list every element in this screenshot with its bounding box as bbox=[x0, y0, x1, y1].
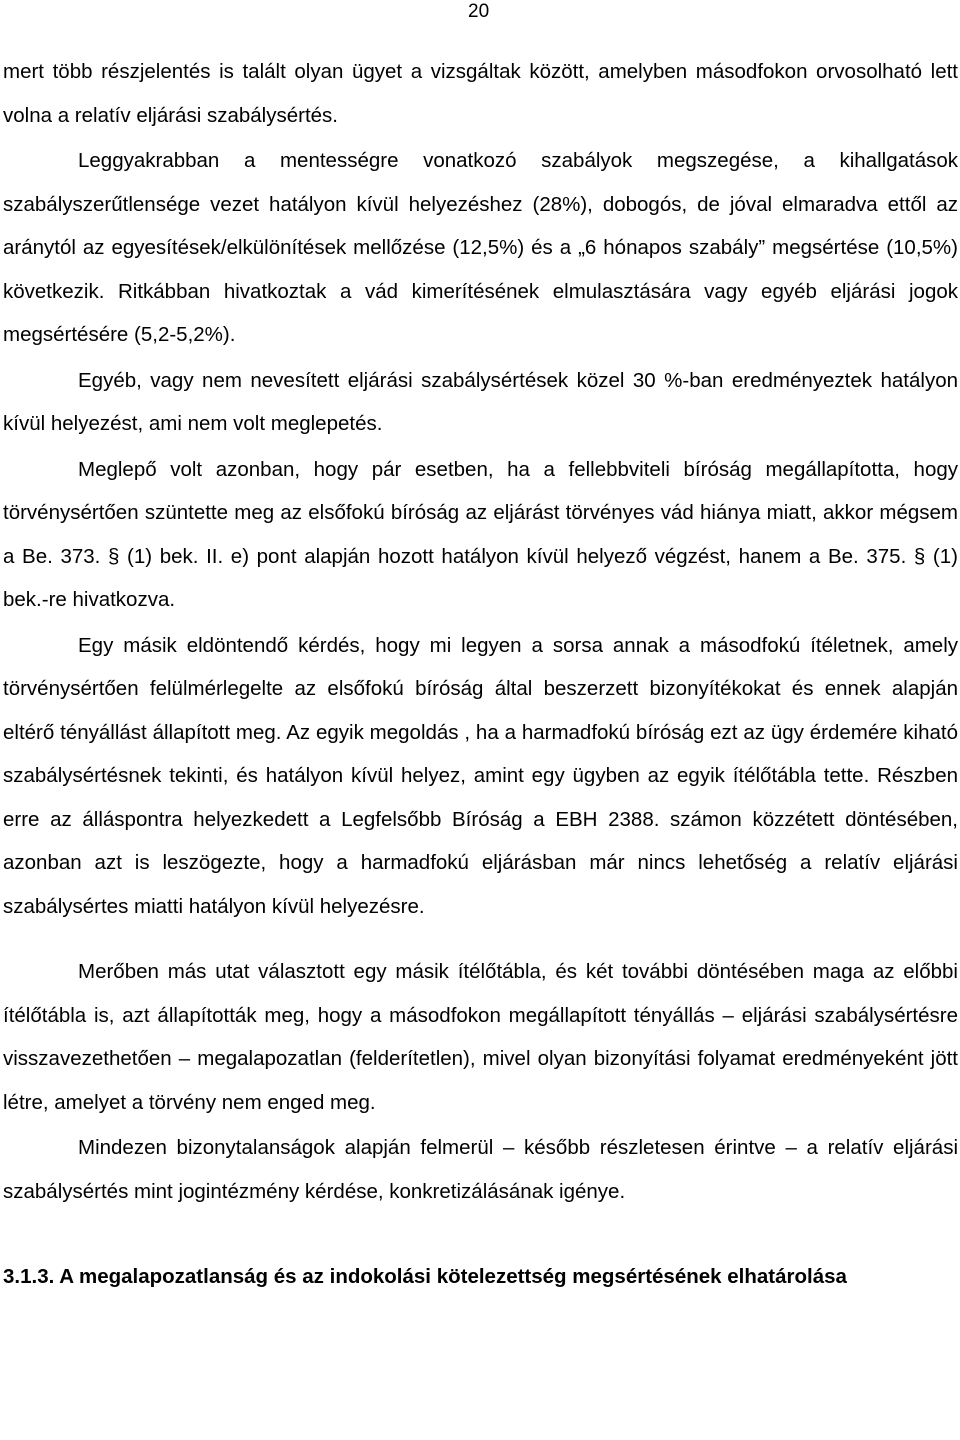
section-heading: 3.1.3. A megalapozatlanság és az indokolási kötelezettség megsértésének elhatárolása bbox=[3, 1265, 847, 1288]
paragraph-1: mert több részjelentés is talált olyan ügyet a vizsgáltak között, amelyben másodfokon orvosolható lett volna a relatív eljárási szabálysértés. bbox=[3, 60, 958, 127]
paragraph-6: Merőben más utat választott egy másik ítélőtábla, és két további döntésében maga az előbbi ítélőtábla is, azt állapították meg, hogy a másodfokon megállapított tényállás – eljárási szabálysértésre visszavezethetően – megalapozatlan (felderítetlen), mivel olyan bizonyítási folyamat eredményeként jött létre, amelyet a törvény nem enged meg. bbox=[3, 960, 958, 1114]
document-body bbox=[3, 50, 958, 1299]
paragraph-4: Meglepő volt azonban, hogy pár esetben, ha a fellebbviteli bíróság megállapította, hogy törvénysértően szüntette meg az elsőfokú bíróság az eljárást törvényes vád hiánya miatt, akkor mégsem a Be. 373. § (1) bek. II. e) pont alapján hozott hatályon kívül helyező végzést, hanem a Be. 375. § (1) bek.-re hivatkozva. bbox=[3, 457, 958, 611]
paragraph-2: Leggyakrabban a mentességre vonatkozó szabályok megszegése, a kihallgatások szabályszerűtlensége vezet hatályon kívül helyezéshez (28%), dobogós, de jóval elmaradva ettől az aránytól az egyesítések/elkülönítések mellőzése (12,5%) és a „6 hónapos szabály” megsértése (10,5%) következik. Ritkábban hivatkoztak a vád kimerítésének elmulasztására vagy egyéb eljárási jogok megsértésére (5,2-5,2%). bbox=[3, 149, 958, 346]
paragraph-3: Egyéb, vagy nem nevesített eljárási szabálysértések közel 30 %-ban eredményeztek hatályon kívül helyezést, ami nem volt meglepetés. bbox=[3, 368, 958, 435]
paragraph-7: Mindezen bizonytalanságok alapján felmerül – később részletesen érintve – a relatív eljárási szabálysértés mint jogintézmény kérdése, konkretizálásának igénye. bbox=[3, 1136, 958, 1203]
paragraph-5: Egy másik eldöntendő kérdés, hogy mi legyen a sorsa annak a másodfokú ítéletnek, amely törvénysértően felülmérlegelte az elsőfokú bíróság által beszerzett bizonyítékokat és ennek alapján eltérő tényállást állapított meg. Az egyik megoldás , ha a harmadfokú bíróság ezt az ügy érdemére kiható szabálysértésnek tekinti, és hatályon kívül helyez, amint egy ügyben az egyik ítélőtábla tette. Részben erre az álláspontra helyezkedett a Legfelsőbb Bíróság a EBH 2388. számon közzétett döntésében, azonban azt is leszögezte, hogy a harmadfokú eljárásban már nincs lehetőség a relatív eljárási szabálysértes miatti hatályon kívül helyezésre. bbox=[3, 633, 958, 918]
page-number: 20 bbox=[468, 1, 490, 22]
